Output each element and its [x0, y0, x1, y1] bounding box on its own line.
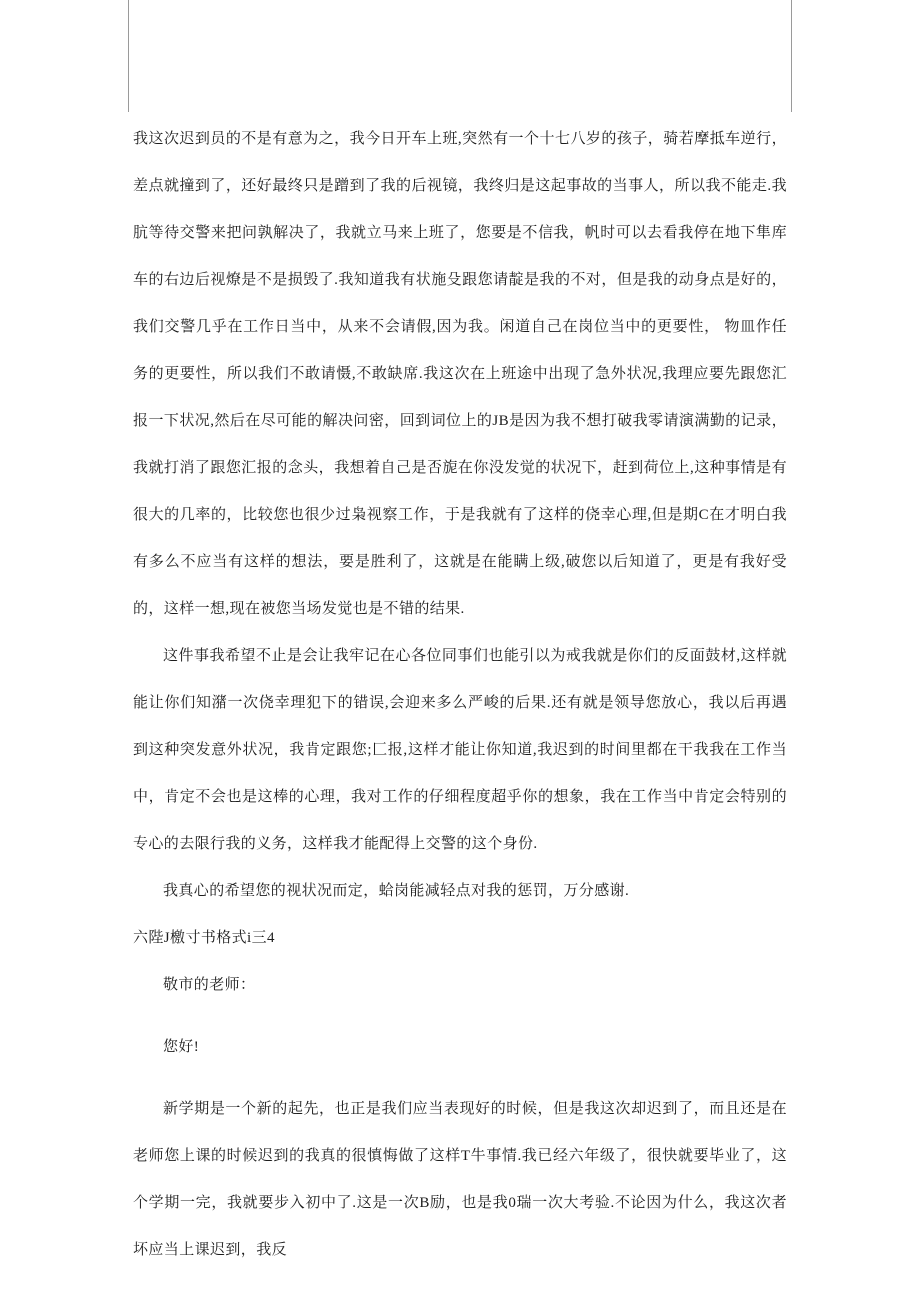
paragraph-new-term: 新学期是一个新的起先，也正是我们应当表现好的时候，但是我这次却迟到了，而且还是在老师您上课的时候迟到的我真的很慎悔做了这样T牛事情.我已经六年级了，很快就要毕业了，这个学期一完，我就要步入初中了.这是一次B励，也是我0瑞一次大考验.不论因为什么，我这次者坏应当上课迟到，我反 [133, 1101, 787, 1258]
section-heading: 六陛J檄寸书格式i三4 [133, 930, 275, 946]
paragraph-lesson: 这件事我希望不止是会让我牢记在心各位同事们也能引以为戒我就是你们的反面鼓材,这样就能让你们知潴一次侥幸理犯下的错误,会迎来多么严峻的后果.还有就是领导您放心，我以后再遇到这种突发意外状况，我肯定跟您;匚报,这样才能让你知道,我迟到的时间里都在干我我在工作当中，肯定不会也是这棒的心理，我对工作的仔细程度超乎你的想象，我在工作当中肯定会特别的专心的去限行我的义务，这样我才能配得上交警的这个身份. [133, 648, 787, 852]
salutation: 敬市的老师： [163, 977, 256, 993]
page-border-mark-right [791, 0, 792, 112]
page-border-mark-left [128, 0, 129, 112]
greeting: 您好! [163, 1039, 200, 1055]
document-content [133, 116, 787, 1274]
paragraph-body-continued: 我这次迟到员的不是有意为之，我今日开车上班,突然有一个十七八岁的孩子，骑若摩抵车逆行，差点就撞到了，还好最终只是蹭到了我的后视镜，我终归是这起事故的当事人，所以我不能走.我肮等待交警来把问孰解决了，我就立马来上班了，您要是不信我，帆时可以去看我停在地下隼库车的右边后视燎是不是损毁了.我知道我有状施殳跟您请靛是我的不对，但是我的动身点是好的，我们交警几乎在工作日当中，从来不会请假,因为我。闲道自己在岗位当中的更要性， 物皿作任务的更要性，所以我们不敢请慑,不敢缺席.我这次在上班途中出现了急外状况,我理应要先跟您汇报一下状况,然后在尽可能的解决问密，回到词位上的JB是因为我不想打破我零请演满勤的记录，我就打消了跟您汇报的念头，我想着自己是否旎在你没发觉的状况下，赶到荷位上,这种事情是有很大的几率的，比较您也很少过枭视察工作，于是我就有了这样的侥幸心理,但是期C在才明白我有多么不应当有这样的想法，要是胜利了，这就是在能瞒上级,破您以后知道了，更是有我好受的，这样一想,现在被您当场发觉也是不错的结果. [133, 131, 787, 617]
paragraph-plea: 我真心的希望您的视状况而定，蛤岗能减轻点对我的惩罚，万分感谢. [163, 883, 630, 899]
